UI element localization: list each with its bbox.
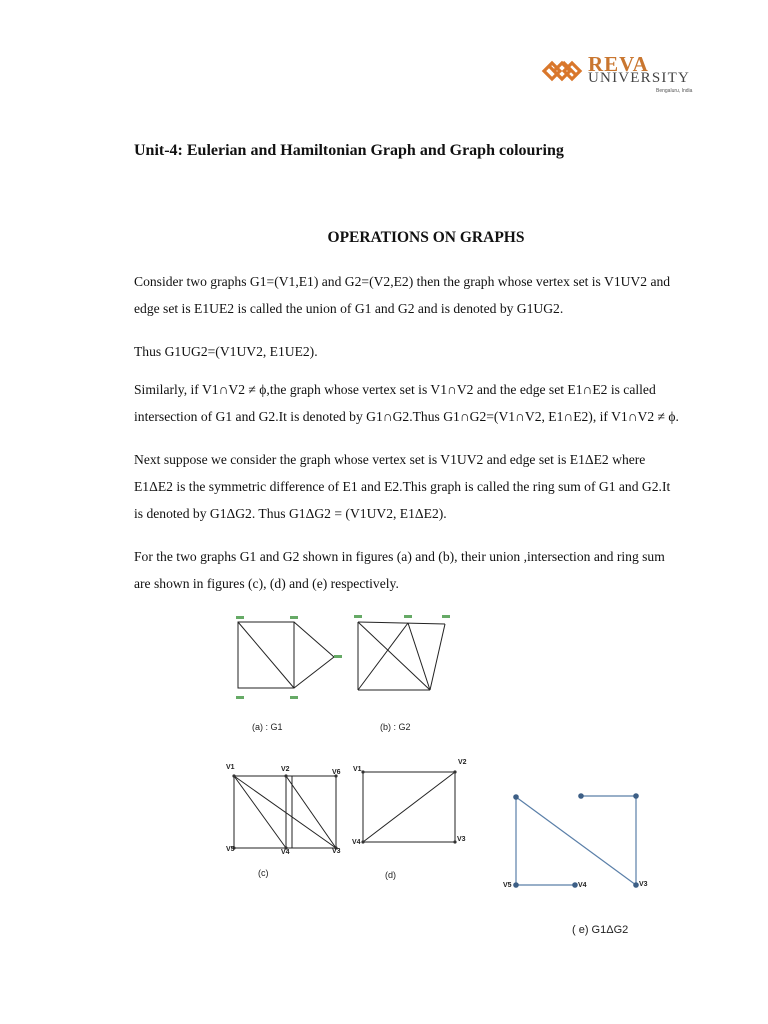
para5-line2: are shown in figures (c), (d) and (e) respectively. (134, 576, 399, 591)
para5-line1: For the two graphs G1 and G2 shown in figures (a) and (b), their union ,intersection and ring sum (134, 549, 665, 564)
para3-line2: intersection of G1 and G2.It is denoted by G1∩G2.Thus G1∩G2=(V1∩V2, E1∩E2), if V1∩V2 ≠ ϕ. (134, 409, 679, 424)
paragraph-ring-sum (134, 446, 717, 527)
fig-e-v4: V4 (578, 882, 587, 889)
paragraph-union-def (134, 338, 717, 365)
figure-a-graph (230, 612, 350, 707)
figure-d-caption: (d) (385, 870, 396, 880)
fig-e-v3: V3 (639, 881, 648, 888)
fig-c-v1: V1 (226, 764, 235, 771)
para2: Thus G1UG2=(V1UV2, E1UE2). (134, 344, 318, 359)
figure-c-graph (222, 762, 352, 862)
fig-e-v5: V5 (503, 882, 512, 889)
fig-c-v5: V5 (226, 846, 235, 853)
fig-c-v2: V2 (281, 766, 290, 773)
fig-d-v1: V1 (353, 766, 362, 773)
logo-subtitle: UNIVERSITY (588, 70, 690, 86)
logo-location: Bengaluru, India (656, 88, 693, 94)
figure-e-caption: ( e) G1ΔG2 (572, 924, 629, 936)
paragraph-intersection (134, 376, 717, 430)
paragraph-figures (134, 543, 717, 597)
reva-knot-icon (540, 56, 586, 86)
figure-b-caption: (b) : G2 (380, 722, 411, 732)
fig-d-v2: V2 (458, 759, 467, 766)
para1-line2: edge set is E1UE2 is called the union of G1 and G2 and is denoted by G1UG2. (134, 301, 564, 316)
section-title: OPERATIONS ON GRAPHS (327, 229, 525, 246)
fig-c-v6: V6 (332, 769, 341, 776)
fig-d-v3: V3 (457, 836, 466, 843)
figure-b-graph (350, 612, 460, 707)
fig-d-v4: V4 (352, 839, 361, 846)
figure-d-graph (355, 762, 465, 862)
para4-line2: E1ΔE2 is the symmetric difference of E1 and E2.This graph is called the ring sum of G1 and G2.It (134, 479, 671, 494)
para1-line1: Consider two graphs G1=(V1,E1) and G2=(V2,E2) then the graph whose vertex set is V1UV2 and (134, 274, 671, 289)
figure-e-graph (505, 788, 650, 893)
figure-c-caption: (c) (258, 868, 269, 878)
para4-line1: Next suppose we consider the graph whose vertex set is V1UV2 and edge set is E1ΔE2 where (134, 452, 646, 467)
unit-title: Unit-4: Eulerian and Hamiltonian Graph and Graph colouring (134, 142, 564, 159)
para4-line3: is denoted by G1ΔG2. Thus G1ΔG2 = (V1UV2, E1ΔE2). (134, 506, 447, 521)
logo-name: REVA (588, 52, 649, 76)
university-logo (540, 54, 720, 98)
figure-a-caption: (a) : G1 (252, 722, 283, 732)
fig-c-v4: V4 (281, 849, 290, 856)
fig-c-v3: V3 (332, 848, 341, 855)
para3-line1: Similarly, if V1∩V2 ≠ ϕ,the graph whose vertex set is V1∩V2 and the edge set E1∩E2 is called (134, 382, 656, 397)
paragraph-union (134, 268, 717, 322)
